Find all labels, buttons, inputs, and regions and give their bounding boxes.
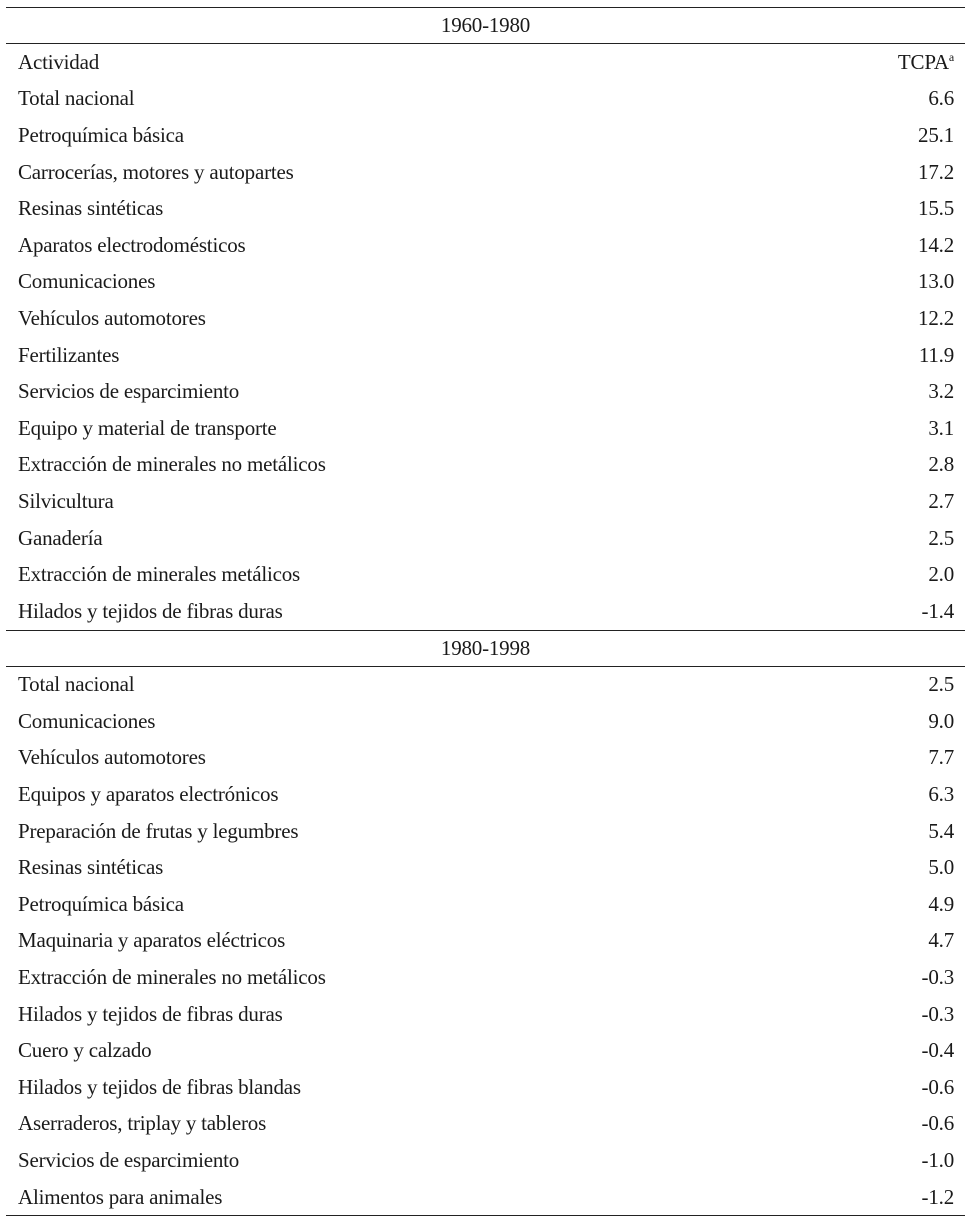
activity-label: Vehículos automotores <box>18 745 206 770</box>
table-row <box>6 337 965 374</box>
table-row <box>6 886 965 923</box>
activity-label: Hilados y tejidos de fibras blandas <box>18 1074 301 1099</box>
growth-rate-table <box>6 7 965 1216</box>
rate-value: -1.0 <box>921 1148 954 1173</box>
activity-label: Cuero y calzado <box>18 1038 152 1063</box>
rate-value: 7.7 <box>928 745 954 770</box>
table-row <box>6 740 965 777</box>
table-row <box>6 154 965 191</box>
table-row <box>6 813 965 850</box>
bottom-rule <box>6 1215 965 1216</box>
rate-value: 25.1 <box>918 122 954 147</box>
table-row <box>6 959 965 996</box>
table-row <box>6 264 965 301</box>
table-row <box>6 117 965 154</box>
activity-label: Comunicaciones <box>18 269 156 294</box>
table-row <box>6 1106 965 1143</box>
activity-label: Maquinaria y aparatos eléctricos <box>18 928 286 953</box>
table-row <box>6 1069 965 1106</box>
activity-label: Aparatos electrodomésticos <box>18 232 246 257</box>
activity-label: Petroquímica básica <box>18 891 184 916</box>
table-row <box>6 849 965 886</box>
rate-value: 2.0 <box>928 562 954 587</box>
rate-value: 9.0 <box>928 708 954 733</box>
table-row <box>6 556 965 593</box>
table-row <box>6 447 965 484</box>
table-row <box>6 1142 965 1179</box>
table-row <box>6 593 965 630</box>
activity-label: Alimentos para animales <box>18 1184 223 1209</box>
activity-label: Comunicaciones <box>18 708 156 733</box>
rate-value: 12.2 <box>918 305 954 330</box>
activity-label: Total nacional <box>18 672 135 697</box>
rate-value: -1.2 <box>921 1184 954 1209</box>
table-row <box>6 227 965 264</box>
activity-label: Fertilizantes <box>18 342 120 367</box>
period-header-1980-1998: 1980-1998 <box>440 635 531 660</box>
activity-label: Equipos y aparatos electrónicos <box>18 782 279 807</box>
activity-label: Extracción de minerales no metálicos <box>18 452 326 477</box>
activity-label: Hilados y tejidos de fibras duras <box>18 598 283 623</box>
rate-value: 3.2 <box>928 379 954 404</box>
rate-value: 15.5 <box>918 196 954 221</box>
column-header-activity: Actividad <box>18 49 100 74</box>
rate-header-text: TCPA <box>897 49 949 74</box>
table-row <box>6 1179 965 1216</box>
rate-value: -0.6 <box>921 1074 954 1099</box>
rate-value: -0.3 <box>921 965 954 990</box>
rate-value: 3.1 <box>928 415 954 440</box>
activity-label: Extracción de minerales metálicos <box>18 562 301 587</box>
rate-value: 2.7 <box>928 488 954 513</box>
activity-label: Extracción de minerales no metálicos <box>18 965 326 990</box>
table-row <box>6 373 965 410</box>
activity-label: Servicios de esparcimiento <box>18 1148 240 1173</box>
rate-value: 5.4 <box>928 818 954 843</box>
activity-label: Resinas sintéticas <box>18 855 164 880</box>
rate-value: 17.2 <box>918 159 954 184</box>
rate-value: 5.0 <box>928 855 954 880</box>
activity-label: Equipo y material de transporte <box>18 415 277 440</box>
rate-value: 13.0 <box>918 269 954 294</box>
rate-value: 14.2 <box>918 232 954 257</box>
activity-label: Silvicultura <box>18 488 114 513</box>
rate-value: 2.8 <box>928 452 954 477</box>
section-1960-1980-rows <box>6 81 965 630</box>
activity-label: Vehículos automotores <box>18 305 206 330</box>
activity-label: Preparación de frutas y legumbres <box>18 818 299 843</box>
rate-value: 6.6 <box>928 86 954 111</box>
table-row <box>6 300 965 337</box>
table-row <box>6 190 965 227</box>
table-row <box>6 520 965 557</box>
rate-value: 2.5 <box>928 525 954 550</box>
activity-label: Servicios de esparcimiento <box>18 379 240 404</box>
rate-value: -0.3 <box>921 1001 954 1026</box>
activity-label: Petroquímica básica <box>18 122 184 147</box>
rate-value: -0.4 <box>921 1038 954 1063</box>
rate-value: 4.9 <box>928 891 954 916</box>
column-header-rate <box>898 50 954 75</box>
footnote-marker: a <box>948 49 954 64</box>
period-header-1960-1980: 1960-1980 <box>440 13 531 37</box>
table-row <box>6 996 965 1033</box>
rate-value: 4.7 <box>928 928 954 953</box>
table-row <box>6 667 965 704</box>
activity-label: Carrocerías, motores y autopartes <box>18 159 294 184</box>
table-row <box>6 923 965 960</box>
table-row <box>6 1032 965 1069</box>
table-row <box>6 776 965 813</box>
activity-label: Ganadería <box>18 525 103 550</box>
activity-label: Aserraderos, triplay y tableros <box>18 1111 267 1136</box>
rate-value: -1.4 <box>921 598 954 623</box>
rate-value: 2.5 <box>928 672 954 697</box>
table-row <box>6 483 965 520</box>
activity-label: Total nacional <box>18 86 135 111</box>
activity-label: Resinas sintéticas <box>18 196 164 221</box>
table-row <box>6 81 965 118</box>
activity-label: Hilados y tejidos de fibras duras <box>18 1001 283 1026</box>
rate-value: -0.6 <box>921 1111 954 1136</box>
column-header-row <box>6 44 965 81</box>
section-1980-1998-rows <box>6 667 965 1216</box>
rate-value: 11.9 <box>918 342 954 367</box>
table-row <box>6 703 965 740</box>
table-row <box>6 410 965 447</box>
rate-value: 6.3 <box>928 782 954 807</box>
